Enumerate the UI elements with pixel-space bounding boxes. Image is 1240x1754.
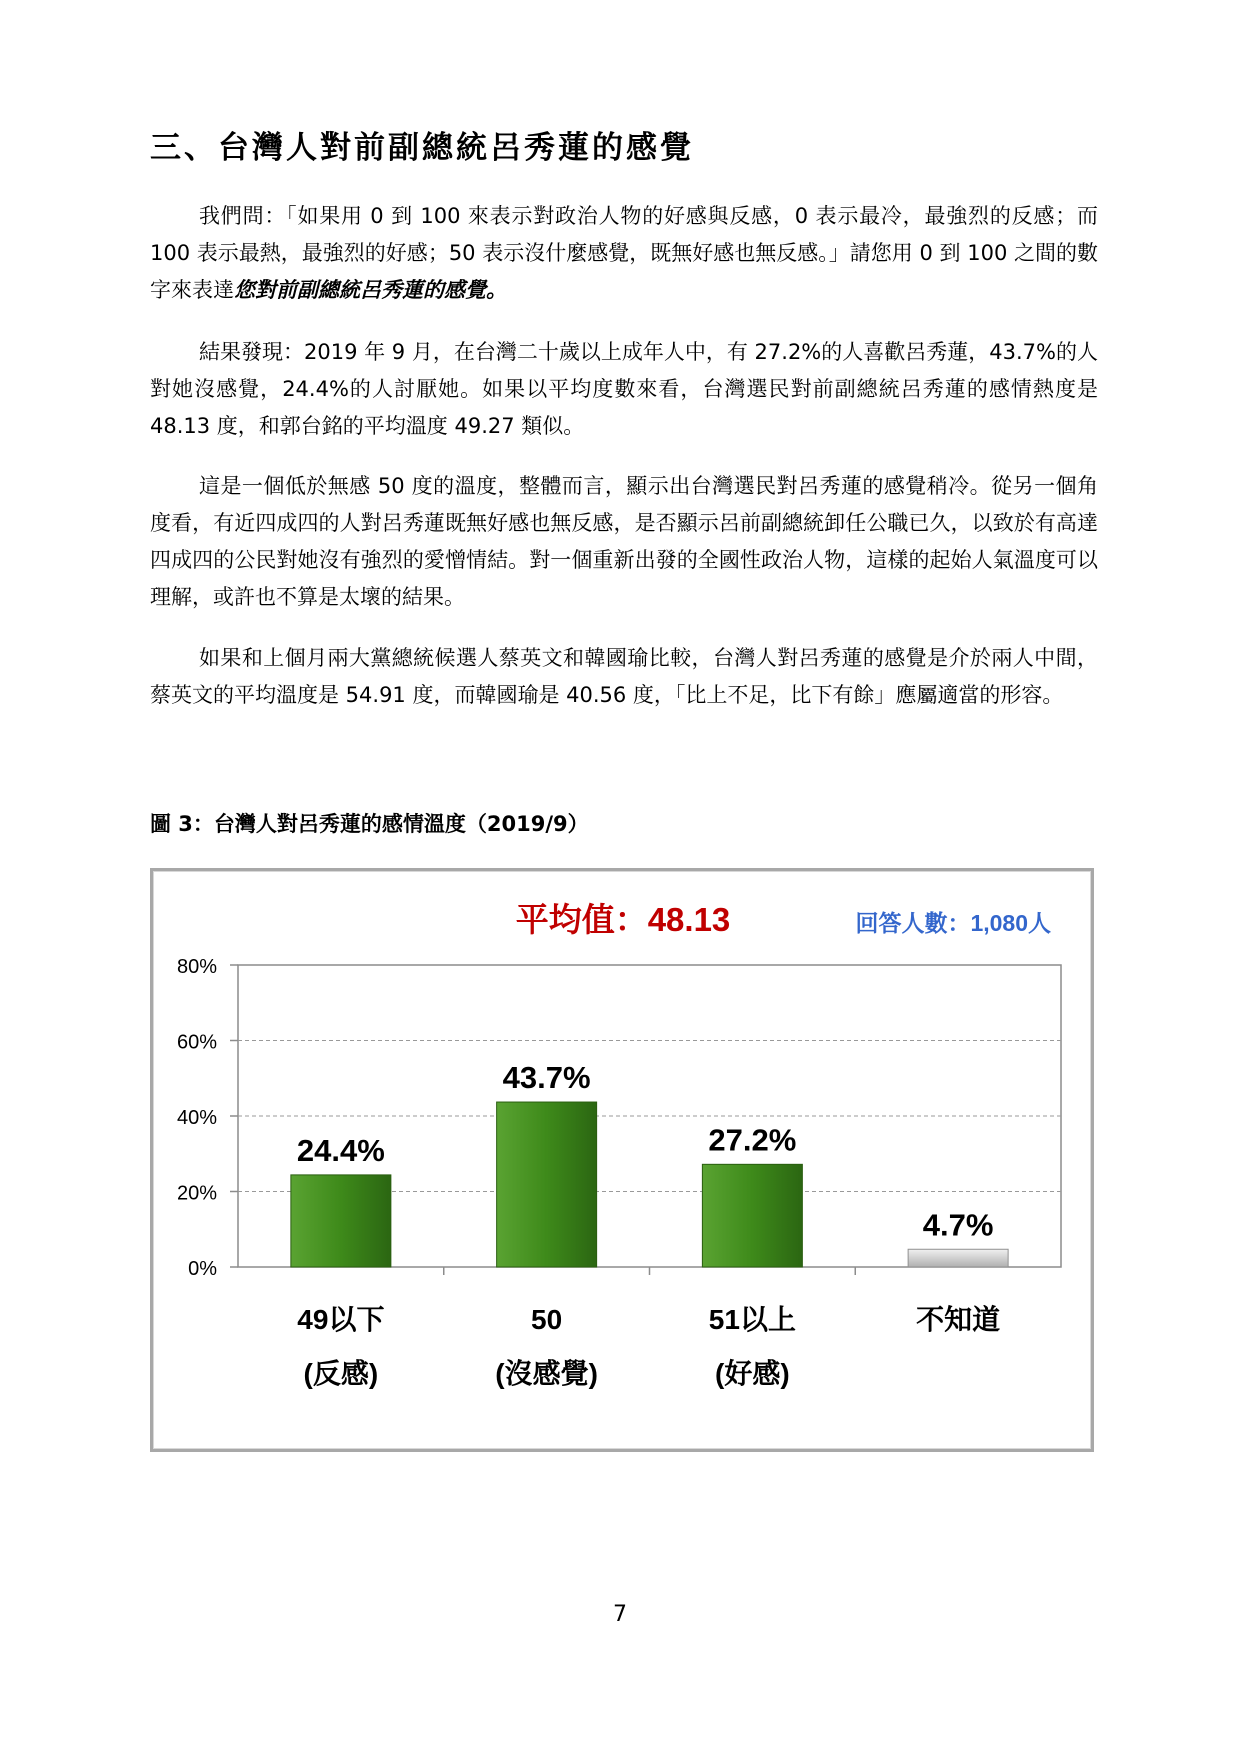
category-sublabel: (反感) — [303, 1358, 379, 1389]
figure-caption: 圖 3：台灣人對呂秀蓮的感情溫度（2019/9） — [150, 812, 589, 836]
paragraph-comparison: 如果和上個月兩大黨總統候選人蔡英文和韓國瑜比較，台灣人對呂秀蓮的感覺是介於兩人中間，蔡英文的平均溫度是 54.91 度，而韓國瑜是 40.56 度，「比上不足，比下有餘」應屬適當的形容。 — [150, 646, 1098, 707]
y-tick-label: 0% — [188, 1258, 217, 1280]
y-tick-label: 60% — [176, 1031, 217, 1054]
data-label: 43.7% — [502, 1060, 591, 1096]
category-label: 51以上 — [708, 1304, 796, 1335]
paragraph-question-text: 我們問：「如果用 0 到 100 來表示對政治人物的好感與反感，0 表示最冷，最強烈的反感；而 100 表示最熱，最強烈的好感；50 表示沒什麼感覺，既無好感也無反感。」請您用 0 到 100 之間的數字來表達 — [150, 204, 1098, 302]
data-label: 24.4% — [296, 1132, 385, 1168]
x-axis-labels — [297, 1304, 1000, 1389]
y-tick-label: 80% — [176, 956, 217, 978]
y-tick-label: 40% — [176, 1107, 217, 1129]
data-label: 27.2% — [708, 1122, 797, 1158]
respondents-count: 回答人數：1,080人 — [855, 910, 1051, 936]
category-label: 49以下 — [297, 1304, 385, 1335]
bar-chart — [153, 871, 1091, 1449]
bars — [291, 1102, 1008, 1267]
y-tick-label: 20% — [176, 1182, 217, 1205]
chart-title: 平均值：48.13 — [515, 901, 731, 938]
category-sublabel: (好感) — [715, 1358, 790, 1389]
paragraph-results: 結果發現：2019 年 9 月，在台灣二十歲以上成年人中，有 27.2%的人喜歡呂秀蓮，43.7%的人對她沒感覺，24.4%的人討厭她。如果以平均度數來看，台灣選民對前副總統呂秀蓮的感情熱度是 48.13 度，和郭台銘的平均溫度 49.27 類似。 — [150, 340, 1098, 438]
bar-4 — [908, 1249, 1008, 1267]
category-label: 不知道 — [916, 1304, 1001, 1335]
paragraph-question — [150, 198, 1098, 309]
bar-1 — [291, 1175, 391, 1267]
paragraph-question-emphasis: 您對前副總統呂秀蓮的感覺。 — [234, 278, 507, 302]
category-sublabel: (沒感覺) — [495, 1358, 598, 1389]
bar-3 — [702, 1164, 802, 1267]
data-labels — [297, 1060, 994, 1242]
data-label: 4.7% — [922, 1207, 994, 1243]
category-label: 50 — [531, 1304, 563, 1335]
page-number: 7 — [613, 1602, 627, 1627]
paragraph-analysis: 這是一個低於無感 50 度的溫度，整體而言，顯示出台灣選民對呂秀蓮的感覺稍冷。從另一個角度看，有近四成四的人對呂秀蓮既無好感也無反感，是否顯示呂前副總統卸任公職已久，以致於有高達四成四的公民對她沒有強烈的愛憎情結。對一個重新出發的全國性政治人物，這樣的起始人氣溫度可以理解，或許也不算是太壞的結果。 — [150, 474, 1098, 609]
section-heading: 三、台灣人對前副總統呂秀蓮的感覺 — [150, 130, 694, 166]
chart-frame — [150, 868, 1094, 1452]
bar-2 — [497, 1102, 597, 1267]
